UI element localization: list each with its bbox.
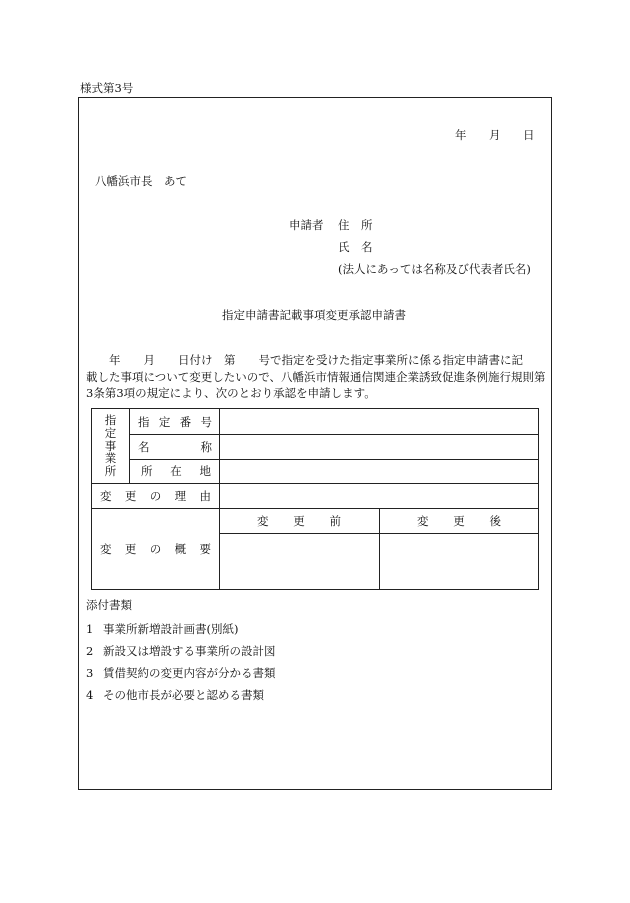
designated-office-group-label: 指 定 事 業 所	[104, 413, 117, 478]
attachments-heading: 添付書類	[86, 598, 132, 612]
attachment-number-2: 2	[86, 644, 94, 658]
document-title: 指定申請書記載事項変更承認申請書	[222, 308, 406, 322]
change-reason-label: 変 更 の 理 由	[100, 488, 211, 503]
applicant-label: 申請者	[289, 218, 324, 232]
after-change-header: 変 更 後	[417, 513, 501, 528]
body-paragraph	[86, 352, 552, 402]
change-summary-label: 変 更 の 概 要	[100, 541, 211, 556]
form-number: 様式第3号	[80, 81, 134, 95]
attachment-number-4: 4	[86, 688, 94, 702]
designation-number-label: 指 定 番 号	[138, 414, 212, 429]
attachment-number-1: 1	[86, 622, 94, 636]
date-year: 年	[455, 128, 467, 142]
attachment-text-4: その他市長が必要と認める書類	[103, 688, 264, 702]
body-line-3: 3条第3項の規定により、次のとおり承認を申請します。	[86, 386, 376, 400]
date-month: 月	[489, 128, 501, 142]
application-table	[91, 408, 539, 590]
body-line-2: 載した事項について変更したいので、八幡浜市情報通信関連企業誘致促進条例施行規則第	[86, 369, 546, 384]
body-line-1: 年 月 日付け 第 号で指定を受けた指定事業所に係る指定申請書に記	[86, 353, 523, 367]
applicant-name-label: 氏 名	[338, 240, 373, 254]
date-day: 日	[523, 128, 535, 142]
attachment-text-1: 事業所新増設計画書(別紙)	[103, 622, 239, 636]
location-label: 所 在 地	[141, 464, 211, 478]
office-name-label: 名 称	[138, 439, 212, 454]
addressee: 八幡浜市長 あて	[95, 174, 187, 188]
applicant-note: (法人にあっては名称及び代表者氏名)	[338, 262, 531, 276]
attachment-number-3: 3	[86, 666, 94, 680]
applicant-address-label: 住 所	[338, 218, 373, 232]
attachment-text-3: 賃借契約の変更内容が分かる書類	[103, 666, 276, 680]
before-change-header: 変 更 前	[257, 513, 341, 528]
attachment-text-2: 新設又は増設する事業所の設計図	[103, 644, 276, 658]
